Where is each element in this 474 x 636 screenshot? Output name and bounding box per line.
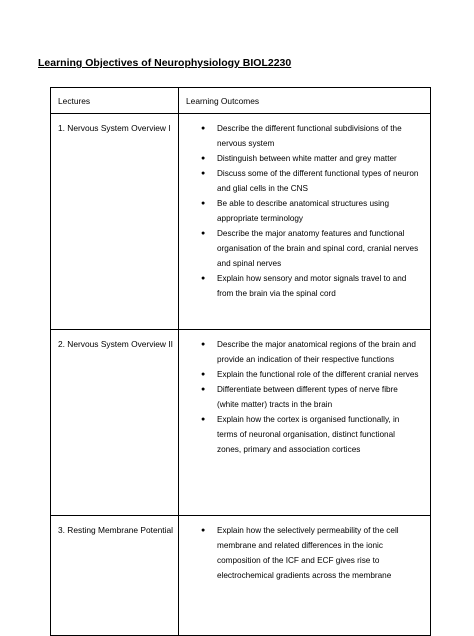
list-item bbox=[179, 412, 420, 457]
table-row bbox=[51, 516, 431, 636]
list-item bbox=[179, 166, 420, 196]
outcome-text: Distinguish between white matter and grey matter bbox=[217, 154, 397, 163]
list-item bbox=[179, 196, 420, 226]
bullet-icon: ● bbox=[201, 386, 206, 393]
table-row bbox=[51, 330, 431, 516]
bullet-icon: ● bbox=[201, 200, 206, 207]
document-title: Learning Objectives of Neurophysiology BIOL2230 bbox=[38, 57, 292, 69]
outcome-text: Explain how the selectively permeability of the cell membrane and related differences in the ionic composition of the ICF and ECF gives rise to electrochemical gradients across the membrane bbox=[217, 526, 399, 580]
bullet-icon: ● bbox=[201, 527, 206, 534]
outcome-text: Differentiate between different types of nerve fibre (white matter) tracts in the brain bbox=[217, 385, 398, 409]
bullet-icon: ● bbox=[201, 275, 206, 282]
bullet-icon: ● bbox=[201, 416, 206, 423]
list-item bbox=[179, 367, 420, 382]
outcome-text: Describe the major anatomy features and functional organisation of the brain and spinal cord, cranial nerves and spinal nerves bbox=[217, 229, 419, 268]
table-header-row bbox=[51, 88, 431, 114]
outcomes-list bbox=[179, 337, 420, 457]
outcome-text: Explain how sensory and motor signals travel to and from the brain via the spinal cord bbox=[217, 274, 407, 298]
outcome-text: Be able to describe anatomical structures using appropriate terminology bbox=[217, 199, 390, 223]
list-item bbox=[179, 337, 420, 367]
bullet-icon: ● bbox=[201, 170, 206, 177]
bullet-icon: ● bbox=[201, 155, 206, 162]
bullet-icon: ● bbox=[201, 230, 206, 237]
lecture-cell: 2. Nervous System Overview II bbox=[51, 330, 179, 516]
bullet-icon: ● bbox=[201, 125, 206, 132]
list-item bbox=[179, 121, 420, 151]
outcome-text: Describe the different functional subdivisions of the nervous system bbox=[217, 124, 402, 148]
bullet-icon: ● bbox=[201, 341, 206, 348]
list-item bbox=[179, 523, 420, 583]
list-item bbox=[179, 226, 420, 271]
list-item bbox=[179, 151, 420, 166]
list-item bbox=[179, 271, 420, 301]
lecture-cell: 1. Nervous System Overview I bbox=[51, 114, 179, 330]
bullet-icon: ● bbox=[201, 371, 206, 378]
outcomes-cell bbox=[179, 516, 431, 636]
outcome-text: Describe the major anatomical regions of the brain and provide an indication of their respective functions bbox=[217, 340, 416, 364]
outcome-text: Explain the functional role of the different cranial nerves bbox=[217, 370, 419, 379]
outcome-text: Discuss some of the different functional types of neuron and glial cells in the CNS bbox=[217, 169, 419, 193]
column-header-learning-outcomes: Learning Outcomes bbox=[179, 88, 431, 114]
learning-objectives-table bbox=[50, 87, 431, 636]
outcome-text: Explain how the cortex is organised functionally, in terms of neuronal organisation, distinct functional zones, primary and association cortices bbox=[217, 415, 400, 454]
outcomes-list bbox=[179, 523, 420, 583]
list-item bbox=[179, 382, 420, 412]
outcomes-list bbox=[179, 121, 420, 301]
outcomes-cell bbox=[179, 330, 431, 516]
outcomes-cell bbox=[179, 114, 431, 330]
lecture-cell: 3. Resting Membrane Potential bbox=[51, 516, 179, 636]
column-header-lectures: Lectures bbox=[51, 88, 179, 114]
table-row bbox=[51, 114, 431, 330]
